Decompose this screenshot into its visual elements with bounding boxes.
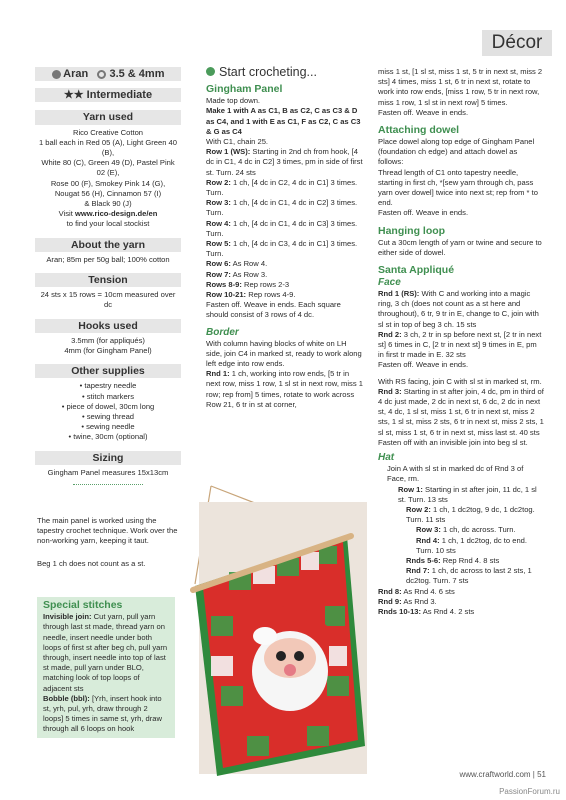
dowel-heading: Attaching dowel	[378, 124, 460, 137]
pattern-row: Rnd 9: As Rnd 3.	[378, 596, 437, 606]
yarn-line: Rose 00 (F), Smokey Pink 14 (G),	[50, 178, 166, 188]
pattern-row: Rows 8-9: Rep rows 2-3	[206, 279, 290, 289]
supply-item: • piece of dowel, 30cm long	[61, 401, 155, 411]
tension-text: 24 sts x 15 rows = 10cm measured over dc	[40, 290, 176, 310]
hook-icon	[97, 70, 106, 79]
gingham-heading: Gingham Panel	[206, 83, 283, 96]
pattern-row: Rnd 4: 1 ch, 1 dc2tog, dc to end. Turn. 10 sts	[416, 535, 528, 555]
pattern-row: Row 5: 1 ch, [4 dc in C3, 4 dc in C1] 3 times. Turn.	[206, 239, 358, 259]
pattern-column-1	[206, 67, 364, 410]
dotted-divider	[73, 484, 143, 485]
other-supplies-heading: Other supplies	[35, 364, 181, 378]
watermark-brand: PassionForum.ru	[499, 787, 560, 796]
pattern-text: With RS facing, join C with sl st in marked st, rm.	[378, 376, 542, 386]
hook-line: 3.5mm (for appliqués)	[71, 335, 145, 345]
loop-heading: Hanging loop	[378, 224, 446, 237]
difficulty: ★★ Intermediate	[35, 88, 181, 102]
pattern-text: Fasten off. Weave in ends.	[378, 360, 469, 370]
pattern-row: Row 1 (WS): Starting in 2nd ch from hook, [4 dc in C1, 4 dc in C2] 3 times, pm in side of first st. Turn. 24 sts	[206, 147, 363, 177]
pattern-text: Fasten off. Weave in ends. Each square should consist of 3 rows of 4 dc.	[206, 300, 341, 320]
special-stitches-heading: Special stitches	[43, 599, 123, 611]
yarn-used-heading: Yarn used	[35, 110, 181, 124]
site-url[interactable]: www.craftworld.com	[459, 770, 531, 779]
pattern-text: Join A with sl st in marked dc of Rnd 3 of Face, rm.	[387, 464, 524, 484]
pattern-row: Row 2: 1 ch, [4 dc in C2, 4 dc in C1] 3 times. Turn.	[206, 177, 358, 198]
hooks-list	[37, 336, 179, 356]
hook-size: 3.5 & 4mm	[109, 68, 165, 80]
supplies-list	[37, 381, 179, 442]
about-yarn-text: Aran; 85m per 50g ball; 100% cotton	[46, 254, 170, 264]
supply-item: • tapestry needle	[79, 381, 137, 391]
pattern-text: Thread length of C1 onto tapestry needle, starting in first ch, *[sew yarn through ch, pass yarn over dowel] twice into next st; rep from * to end.	[378, 167, 538, 208]
pattern-row: Row 4: 1 ch, [4 dc in C1, 4 dc in C3] 3 times. Turn.	[206, 218, 358, 238]
sizing-text: Gingham Panel measures 15x13cm	[47, 467, 169, 477]
supply-item: • sewing thread	[81, 412, 135, 422]
make-instruction: Make 1 with A as C1, B as C2, C as C3 & D as C4, and 1 with E as C1, F as C2, C as C3 & G as C4	[206, 106, 361, 136]
pattern-row: Rnd 7: 1 ch, dc across to last 2 sts, 1 dc2tog. Turn. 7 sts	[406, 566, 532, 586]
santa-wall-hanging-photo	[187, 476, 370, 776]
intro-text: The main panel is worked using the tapestry crochet technique. Work over the non-working yarn, keeping it taut.	[37, 516, 178, 546]
pattern-text: With C1, chain 25.	[206, 137, 269, 147]
pattern-row: Rnd 1 (RS): With C and working into a magic ring, 3 ch (does not count as a st here and throughout), 6 tr, 9 tr in E, change to C, join with sl st in top of beg 3 ch. 15 sts	[378, 289, 539, 329]
invisible-join-text: Invisible join: Cut yarn, pull yarn through last st made, thread yarn on needle, insert needle under both loops of first st after beg ch, pull yarn through, insert needle into top of last st made, pull yarn under BLO, matching look of top loops of adjacent sts	[43, 612, 168, 693]
yarn-ball-icon	[52, 70, 61, 79]
yarn-weight-bar	[35, 67, 181, 81]
pattern-row: Row 3: 1 ch, [4 dc in C1, 4 dc in C2] 3 times. Turn.	[206, 198, 358, 218]
intro-notes	[37, 516, 182, 581]
visit-suffix: to find your local stockist	[66, 219, 150, 229]
pattern-text: Fasten off. Weave in ends.	[378, 208, 469, 218]
pattern-row: Rnd 3: Starting in st after join, 4 dc, pm in third of 4 dc just made, 2 dc in next st, 6 dc, 2 dc in next st, 4 dc, 1 sl st, miss 1 st, 6 tr in next st, miss 2 sts, 1 sl st, miss 2 sts, 6 tr in next st, miss 2 sts, 1 sl st, miss 1 st, 6 tr in next st, miss last st. 40 sts	[378, 386, 544, 437]
pattern-text: Place dowel along top edge of Gingham Panel (foundation ch edge) and attach dowel as follows:	[378, 137, 535, 167]
pattern-text: With column having blocks of white on LH side, join C4 in marked st, ready to work along left edge into row ends.	[206, 338, 362, 369]
yarn-weight: Aran	[63, 68, 89, 80]
pattern-column-2	[378, 67, 544, 617]
visit-line: Visit www.rico-design.de/en	[58, 209, 158, 219]
pattern-text: Cut a 30cm length of yarn or twine and secure to either side of dowel.	[378, 237, 542, 257]
pattern-row: Row 2: 1 ch, 1 dc2tog, 9 dc, 1 dc2tog. Turn. 11 sts	[406, 504, 535, 525]
about-yarn-heading: About the yarn	[35, 238, 181, 252]
bobble-text: Bobble (bbl): [Yrh, insert hook into st, yrh, pul, yrh, draw through 2 loops] 5 times in same st, yrh, draw through all 6 loops on hook	[43, 693, 163, 734]
yarn-used-list	[37, 128, 179, 230]
face-heading: Face	[378, 277, 401, 289]
special-stitches-box	[37, 597, 175, 738]
tension-heading: Tension	[35, 273, 181, 287]
pattern-text: miss 1 st, [1 sl st, miss 1 st, 5 tr in next st, miss 2 sts] 4 times, miss 1 st, 6 tr in next st, rotate to work into row ends, [miss 1 row, 5 tr in next row, miss 1 row, 1 sl st in next row] 5 times.	[378, 67, 543, 107]
santa-heading: Santa Appliqué	[378, 264, 455, 277]
intro-text: Beg 1 ch does not count as a st.	[37, 558, 146, 568]
pattern-row: Rnd 2: 3 ch, 2 tr in sp before next st, [2 tr in next st] 6 times in C, [2 tr in next st] 9 times in E, pm in first tr made in E. 32 sts	[378, 329, 542, 360]
sizing-heading: Sizing	[35, 451, 181, 465]
pattern-row: Row 6: As Row 4.	[206, 259, 268, 269]
hook-line: 4mm (for Gingham Panel)	[64, 346, 152, 356]
pattern-text: Fasten off with an invisible join into beg sl st.	[378, 437, 528, 447]
pattern-row: Row 10-21: Rep rows 4-9.	[206, 290, 296, 300]
gingham-rows	[206, 147, 364, 300]
info-column	[37, 67, 179, 485]
pattern-row: Row 1: Starting in st after join, 11 dc, 1 sl st. Turn. 13 sts	[398, 484, 537, 504]
yarn-line: & Black 90 (J)	[84, 199, 132, 209]
pattern-text: Fasten off. Weave in ends.	[378, 107, 469, 117]
supply-item: • sewing needle	[81, 422, 135, 432]
pattern-row: Row 7: As Row 3.	[206, 269, 268, 279]
start-heading: Start crocheting...	[206, 67, 364, 77]
pattern-text: Made top down.	[206, 96, 261, 106]
yarn-line: 1 ball each in Red 05 (A), Light Green 40 (B),	[38, 137, 178, 158]
border-heading: Border	[206, 326, 239, 338]
hat-heading: Hat	[378, 452, 395, 464]
yarn-line: Nougat 56 (H), Cinnamon 57 (I)	[54, 188, 162, 198]
supply-item: • stitch markers	[81, 391, 135, 401]
hooks-heading: Hooks used	[35, 319, 181, 333]
bullet-dot-icon	[206, 67, 215, 76]
yarn-line: White 80 (C), Green 49 (D), Pastel Pink 02 (E),	[41, 158, 175, 178]
pattern-row: Rnd 8: As Rnd 4. 6 sts	[378, 586, 455, 596]
page-number: 51	[537, 770, 546, 779]
pattern-row: Rnds 10-13: As Rnd 4. 2 sts	[378, 606, 475, 616]
supply-item: • twine, 30cm (optional)	[68, 432, 148, 442]
section-tab: Décor	[482, 30, 552, 56]
yarn-line: Rico Creative Cotton	[72, 127, 144, 137]
pattern-row: Rnd 1: 1 ch, working into row ends, [5 tr in next row, miss 1 row, 1 sl st in next row, miss 1 row; rep from] 5 times, rotate to work across Row 21, 6 tr in st at corner,	[206, 369, 363, 409]
stockist-link[interactable]: www.rico-design.de/en	[74, 209, 158, 219]
pattern-row: Row 3: 1 ch, dc across. Turn.	[416, 525, 516, 535]
pattern-row: Rnds 5-6: Rep Rnd 4. 8 sts	[406, 555, 500, 565]
page-footer: www.craftworld.com | 51	[459, 770, 546, 779]
